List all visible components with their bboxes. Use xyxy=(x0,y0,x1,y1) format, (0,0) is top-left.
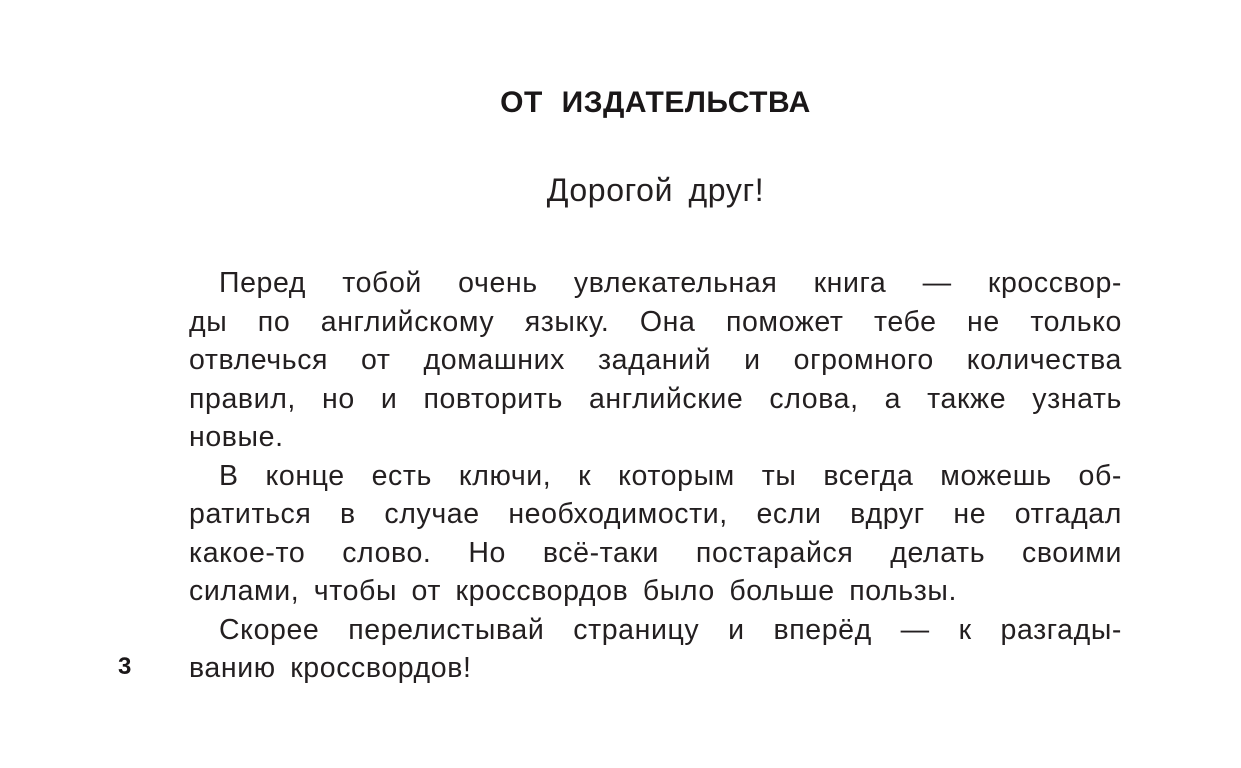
section-title: ОТ ИЗДАТЕЛЬСТВА xyxy=(500,86,811,119)
text-line: ды по английскому языку. Она поможет тебе не только xyxy=(189,305,1122,338)
paragraph-3 xyxy=(189,611,1122,688)
text-line: Скорее перелистывай страницу и вперёд — к разгады- xyxy=(219,613,1122,646)
text-line: какое-то слово. Но всё-таки постарайся делать своими xyxy=(189,536,1122,569)
text-line: В конце есть ключи, к которым ты всегда можешь об- xyxy=(219,459,1122,492)
page-number: 3 xyxy=(118,653,132,680)
text-line: новые. xyxy=(189,421,284,453)
text-line: отвлечься от домашних заданий и огромного количества xyxy=(189,344,1122,376)
text-line: силами, чтобы от кроссвордов было больше пользы. xyxy=(189,575,958,607)
text-line: правил, но и повторить английские слова, а также узнать xyxy=(189,382,1122,415)
paragraph-2 xyxy=(189,457,1122,611)
paragraph-1 xyxy=(189,264,1122,457)
text-line: ратиться в случае необходимости, если вдруг не отгадал xyxy=(189,498,1122,530)
body-text xyxy=(189,264,1122,688)
text-line: ванию кроссвордов! xyxy=(189,652,472,684)
greeting-heading: Дорогой друг! xyxy=(546,172,765,208)
text-line: Перед тобой очень увлекательная книга — кроссвор- xyxy=(219,267,1122,299)
